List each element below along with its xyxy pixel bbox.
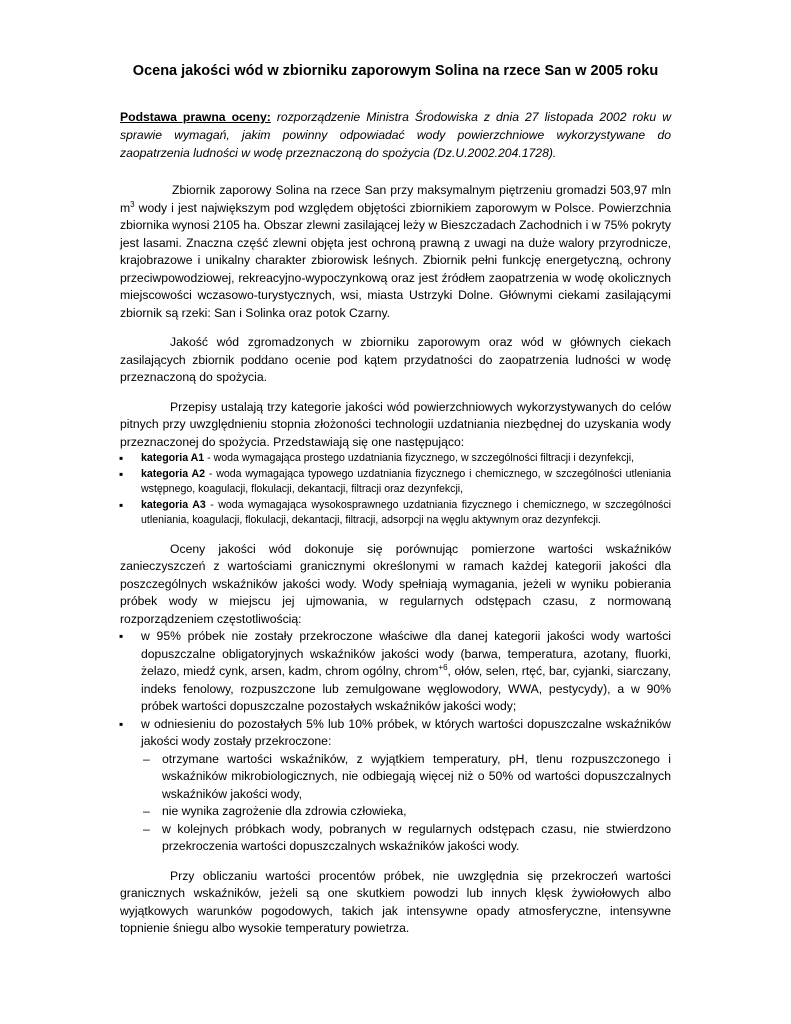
category-name: kategoria A2 <box>141 467 206 480</box>
requirements-list <box>120 628 671 856</box>
paragraph-exceptions: Przy obliczaniu wartości procentów próbek, nie uwzględnia się przekroczeń wartości granicznych wskaźników, jeżeli są one skutkiem powodzi lub innych klęsk żywiołowych albo wyjątkowych warunków pogodowych, takich jak intensywne opady atmosferyczne, intensywne topnienie śniegu albo wysokie temperatury powietrza. <box>120 868 671 935</box>
superscript-cubic: 3 <box>130 199 135 209</box>
list-item-rule-remaining <box>120 716 671 856</box>
list-item-category-a3 <box>120 498 671 529</box>
category-desc: - woda wymagająca prostego uzdatniania fizycznego, w szczególności filtracji i dezynfekcji, <box>204 452 635 464</box>
category-name: kategoria A3 <box>141 498 206 511</box>
subrules-list <box>141 751 671 856</box>
paragraph-assessment: Jakość wód zgromadzonych w zbiorniku zaporowym oraz wód w głównych ciekach zasilających zbiornik poddano ocenie pod kątem przydatności do zaopatrzenia ludności w wodę przeznaczoną do spożycia. <box>120 335 671 384</box>
list-item-category-a1 <box>120 451 671 467</box>
list-item-rule-95 <box>120 628 671 716</box>
list-item-subrule: – otrzymane wartości wskaźników, z wyjątkiem temperatury, pH, tlenu rozpuszczonego i wskaźników mikrobiologicznych, nie odbiegają więcej niż o 50% od wartości dopuszczalnych wskaźników jakości wody, <box>141 751 671 804</box>
paragraph-reservoir-text-a: Zbiornik zaporowy Solina na rzece San przy maksymalnym piętrzeniu gromadzi 503,97 mln m <box>120 183 671 215</box>
rule-95-text-b: , ołów, selen, rtęć, bar, cyjanki, siarczany, indeks fenolowy, rozpuszczone lub zemulgowane węglowodory, WWA, pestycydy), a w 90% próbek wartości dopuszczalne pozostałych wskaźników jakości wody; <box>141 664 671 713</box>
paragraph-reservoir <box>120 182 671 322</box>
document-body <box>120 182 671 950</box>
legal-basis-label: Podstawa prawna oceny: <box>120 110 271 124</box>
legal-basis <box>120 108 671 162</box>
category-desc: - woda wymagająca wysokosprawnego uzdatniania fizycznego i chemicznego, w szczególności utleniania, koagulacji, flokulacji, dekantacji, filtracji, adsorpcji na węglu aktywnym oraz dezynfekcji. <box>141 498 671 526</box>
paragraph-reservoir-text-b: wody i jest największym pod względem objętości zbiornikiem zaporowym w Polsce. Powierzchnia zbiornika wynosi 2105 ha. Obszar zlewni zasilającej leży w Bieszczadach Zachodnich i w 75% pokryty jest lasami. Znaczna część zlewni objęta jest ochroną prawną z uwagi na duże walory przyrodnicze, krajobrazowe i unikalny charakter zbiorowisk leśnych. Zbiornik pełni funkcję energetyczną, ochrony przeciwpowodziowej, rekreacyjno-wypoczynkową oraz jest źródłem zaopatrzenia w wodę okolicznych miejscowości wczasowo-turystycznych, wsi, miasta Ustrzyki Dolne. Głównymi ciekami zasilającymi zbiornik są rzeki: San i Solinka oraz potok Czarny. <box>120 200 671 320</box>
category-name: kategoria A1 <box>141 452 205 464</box>
category-list <box>120 451 671 529</box>
list-item-subrule: – w kolejnych próbkach wody, pobranych w regularnych odstępach czasu, nie stwierdzono przekroczenia wartości dopuszczalnych wskaźników jakości wody. <box>141 821 671 856</box>
rule-95-text-a: w 95% próbek nie zostały przekroczone właściwe dla danej kategorii jakości wody wartości dopuszczalne obligatoryjnych wskaźników jakości wody (barwa, temperatura, azotany, fluorki, żelazo, miedź cynk, arsen, kadm, chrom ogólny, chrom <box>141 629 671 678</box>
legal-basis-text: rozporządzenie Ministra Środowiska z dnia 27 listopada 2002 roku w sprawie wymagań, jakim powinny odpowiadać wody powierzchniowe wykorzystywane do zaopatrzenia ludności w wodę przeznaczoną do spożycia (Dz.U.2002.204.1728). <box>120 110 671 160</box>
list-item-subrule: – nie wynika zagrożenie dla zdrowia człowieka, <box>141 803 671 821</box>
list-item-category-a2 <box>120 467 671 498</box>
paragraph-evaluation: Oceny jakości wód dokonuje się porównując pomierzone wartości wskaźników zanieczyszczeń z wartościami granicznymi określonymi w ramach każdej kategorii jakości dla poszczególnych wskaźników jakości wody. Wody spełniają wymagania, jeżeli w wyniku pobierania próbek wody w miejscu jej ujmowania, w regularnych odstępach czasu, z normowaną rozporządzeniem częstotliwością: <box>120 541 671 626</box>
superscript-chromium: +6 <box>438 662 448 672</box>
paragraph-regulations: Przepisy ustalają trzy kategorie jakości wód powierzchniowych wykorzystywanych do celów pitnych przy uwzględnieniu stopnia złożoności technologii uzdatniania niezbędnej do uzyskania wody przeznaczonej do spożycia. Przedstawiają się one następująco: <box>120 399 671 449</box>
category-desc: - woda wymagająca typowego uzdatniania fizycznego i chemicznego, w szczególności utleniania wstępnego, koagulacji, flokulacji, dekantacji, filtracji oraz dezynfekcji, <box>141 467 672 495</box>
rule-remaining-text: w odniesieniu do pozostałych 5% lub 10% próbek, w których wartości dopuszczalne wskaźników jakości wody zostały przekroczone: <box>141 716 671 748</box>
document-title: Ocena jakości wód w zbiorniku zaporowym Solina na rzece San w 2005 roku <box>132 63 659 79</box>
